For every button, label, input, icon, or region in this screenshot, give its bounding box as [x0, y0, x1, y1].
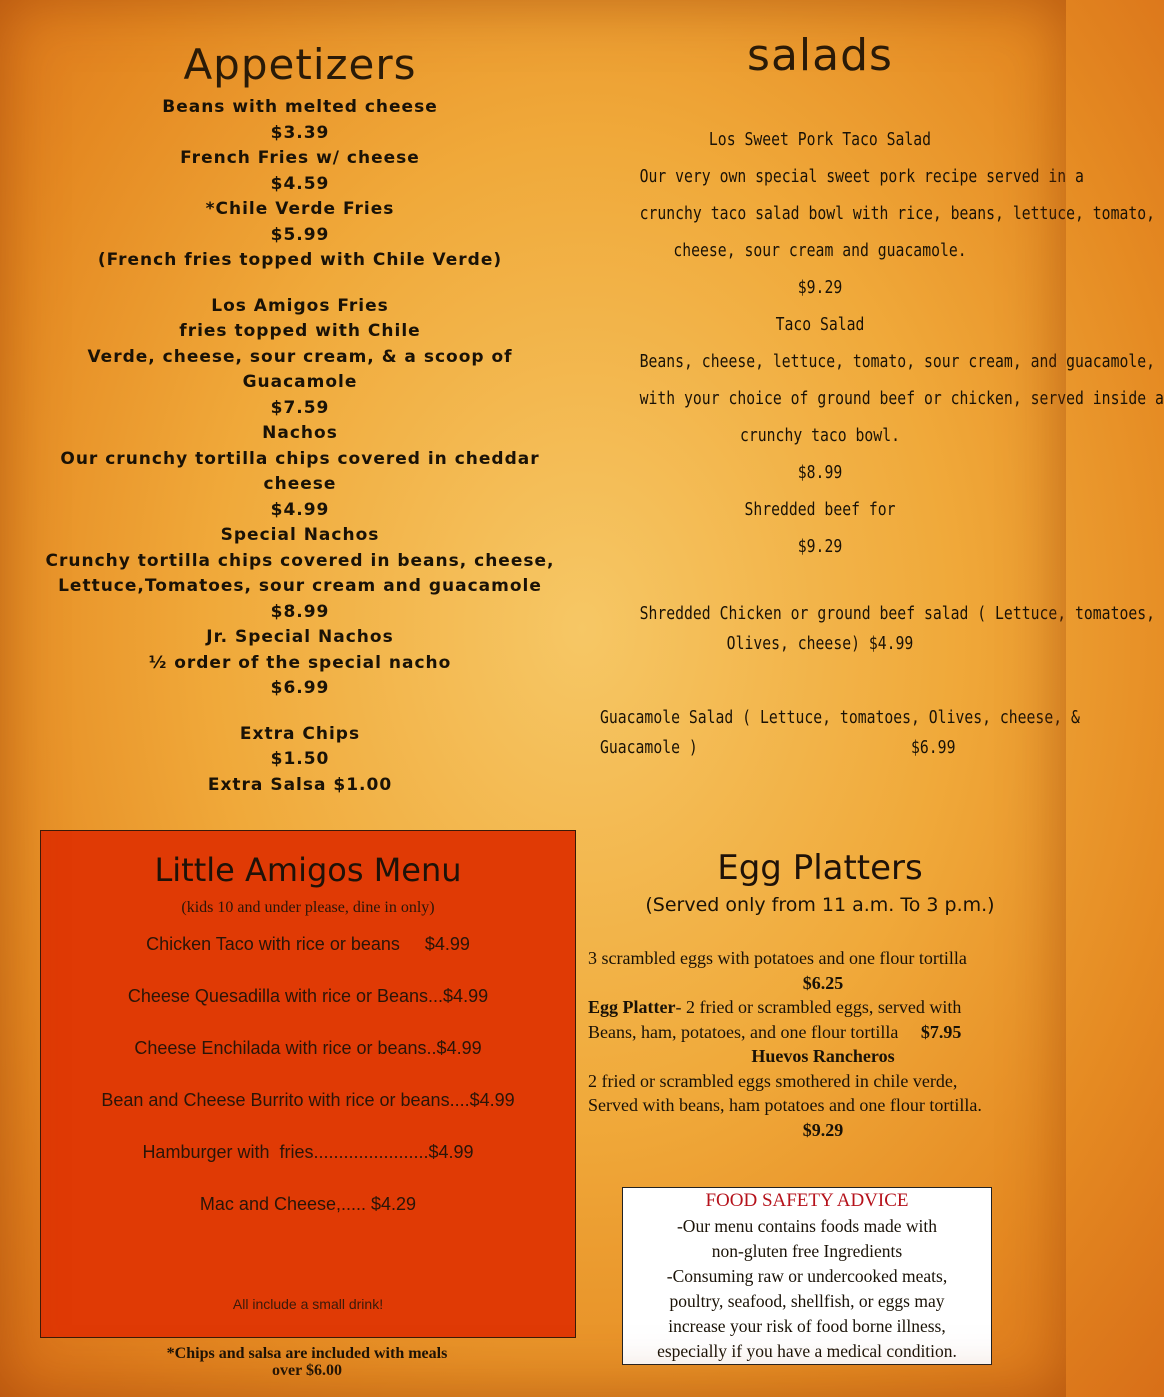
kids-item: Hamburger with fries.......................$4.99: [142, 1142, 474, 1162]
appetizer-line: $4.99: [270, 499, 330, 520]
chips-note-line: over $6.00: [272, 1362, 342, 1379]
appetizer-line: Jr. Special Nachos: [206, 627, 394, 647]
salad-line: with your choice of ground beef or chicken, served inside a: [639, 388, 1164, 409]
salad-line: Shredded Chicken or ground beef salad ( Lettuce, tomatoes,: [639, 603, 1156, 624]
appetizer-line: Guacamole: [242, 372, 358, 392]
food-safety-title: FOOD SAFETY ADVICE: [705, 1190, 909, 1211]
appetizers-block-1: [40, 95, 560, 274]
kids-menu-box: [40, 830, 576, 1338]
appetizers-block-2: [40, 294, 560, 702]
appetizer-line: Crunchy tortilla chips covered in beans, cheese,: [45, 550, 555, 571]
appetizer-line: Los Amigos Fries: [211, 295, 389, 316]
egg-item-desc: 3 scrambled eggs with potatoes and one flour tortilla: [588, 948, 967, 968]
spacer: [600, 659, 1040, 703]
huevos-desc-2: Served with beans, ham potatoes and one flour tortilla.: [588, 1095, 982, 1115]
food-safety-line: increase your risk of food borne illness,: [668, 1316, 946, 1336]
appetizer-line: $5.99: [270, 224, 330, 245]
appetizer-line: fries topped with Chile: [179, 321, 421, 341]
food-safety-line: -Consuming raw or undercooked meats,: [666, 1266, 948, 1286]
egg-platters-hours: (Served only from 11 a.m. To 3 p.m.): [645, 894, 995, 916]
appetizer-line: French Fries w/ cheese: [180, 148, 420, 168]
salad-line: crunchy taco bowl.: [740, 425, 900, 446]
egg-platter-desc: - 2 fried or scrambled eggs, served with: [675, 997, 962, 1017]
appetizer-line: Verde, cheese, sour cream, & a scoop of: [87, 346, 513, 367]
kids-item: Mac and Cheese,..... $4.29: [199, 1194, 417, 1214]
spacer: [40, 274, 560, 294]
huevos-price: $9.29: [802, 1119, 844, 1140]
salad-line: $8.99: [797, 462, 843, 483]
appetizers-section: [40, 40, 560, 798]
egg-platter-name: Egg Platter: [588, 997, 676, 1017]
kids-item: Chicken Taco with rice or beans $4.99: [146, 934, 470, 954]
appetizer-line: Beans with melted cheese: [162, 97, 438, 117]
huevos-desc: 2 fried or scrambled eggs smothered in chile verde,: [588, 1070, 958, 1091]
salad-line: Shredded beef for: [744, 499, 896, 520]
salad-line: cheese, sour cream and guacamole.: [673, 240, 967, 261]
kids-item: Bean and Cheese Burrito with rice or beans....$4.99: [101, 1090, 515, 1110]
salad-line: $9.29: [797, 277, 843, 298]
kids-menu-title: Little Amigos Menu: [154, 851, 462, 889]
appetizer-line: $4.59: [270, 173, 330, 194]
appetizer-line: Extra Chips: [239, 723, 361, 744]
salad-line: Los Sweet Pork Taco Salad: [708, 129, 932, 150]
salad-line: Guacamole Salad ( Lettuce, tomatoes, Olives, cheese, &: [600, 707, 1080, 728]
appetizers-title: Appetizers: [183, 40, 417, 89]
salad-line: Our very own special sweet pork recipe served in a: [639, 166, 1084, 187]
kids-item: Cheese Quesadilla with rice or Beans...$4.99: [127, 986, 489, 1006]
appetizer-line: Nachos: [262, 423, 338, 443]
huevos-name: Huevos Rancheros: [751, 1046, 895, 1066]
egg-platter-price: $7.95: [920, 1021, 962, 1042]
food-safety-line: poultry, seafood, shellfish, or eggs may: [669, 1291, 945, 1311]
appetizer-line: *Chile Verde Fries: [205, 199, 395, 219]
appetizer-line: (French fries topped with Chile Verde): [97, 250, 503, 270]
appetizer-line: Our crunchy tortilla chips covered in cheddar: [60, 448, 540, 469]
appetizer-line: cheese: [263, 474, 337, 494]
food-safety-line: -Our menu contains foods made with: [676, 1216, 937, 1236]
salad-line: Beans, cheese, lettuce, tomato, sour cream, and guacamole,: [639, 351, 1156, 372]
egg-platters-title: Egg Platters: [717, 848, 923, 888]
kids-drink-note: All include a small drink!: [232, 1296, 384, 1312]
appetizer-line: $1.50: [270, 749, 330, 769]
kids-item: Cheese Enchilada with rice or beans..$4.99: [134, 1038, 482, 1058]
appetizer-line: $3.39: [270, 122, 330, 143]
appetizer-line: Lettuce,Tomatoes, sour cream and guacamole: [58, 576, 542, 596]
food-safety-line: non-gluten free Ingredients: [711, 1241, 903, 1261]
salad-line: $9.29: [797, 536, 843, 557]
chips-note: [40, 1345, 574, 1379]
egg-platters-section: [588, 946, 1058, 1142]
salads-title: salads: [747, 30, 893, 81]
appetizers-block-3: [40, 722, 560, 799]
salad-line: Taco Salad: [775, 314, 865, 335]
appetizer-line: Special Nachos: [220, 525, 380, 545]
salad-line: crunchy taco salad bowl with rice, beans, lettuce, tomato,: [639, 203, 1156, 224]
appetizer-line: ½ order of the special nacho: [148, 652, 452, 673]
kids-menu-subtitle: (kids 10 and under please, dine in only): [181, 899, 435, 916]
salad-line: Olives, cheese) $4.99: [726, 633, 914, 654]
salad-line: Guacamole ) $6.99: [600, 737, 956, 758]
spacer: [600, 565, 1040, 599]
food-safety-line: especially if you have a medical condition.: [657, 1341, 957, 1361]
appetizer-line: $6.99: [270, 678, 330, 698]
egg-platter-line: [588, 995, 1058, 1020]
appetizer-line: $7.59: [270, 397, 330, 418]
egg-platters-header: [600, 848, 1040, 916]
salads-section: [600, 30, 1164, 763]
egg-item-price: $6.25: [802, 972, 844, 993]
egg-platter-desc-2: Beans, ham, potatoes, and one flour tortilla: [588, 1021, 899, 1042]
appetizer-line: $8.99: [270, 601, 330, 622]
egg-platter-line-2: [588, 1020, 1058, 1045]
spacer: [40, 702, 560, 722]
appetizer-line: Extra Salsa $1.00: [207, 774, 393, 795]
chips-note-line: *Chips and salsa are included with meals: [166, 1345, 448, 1362]
food-safety-box: [622, 1187, 992, 1365]
